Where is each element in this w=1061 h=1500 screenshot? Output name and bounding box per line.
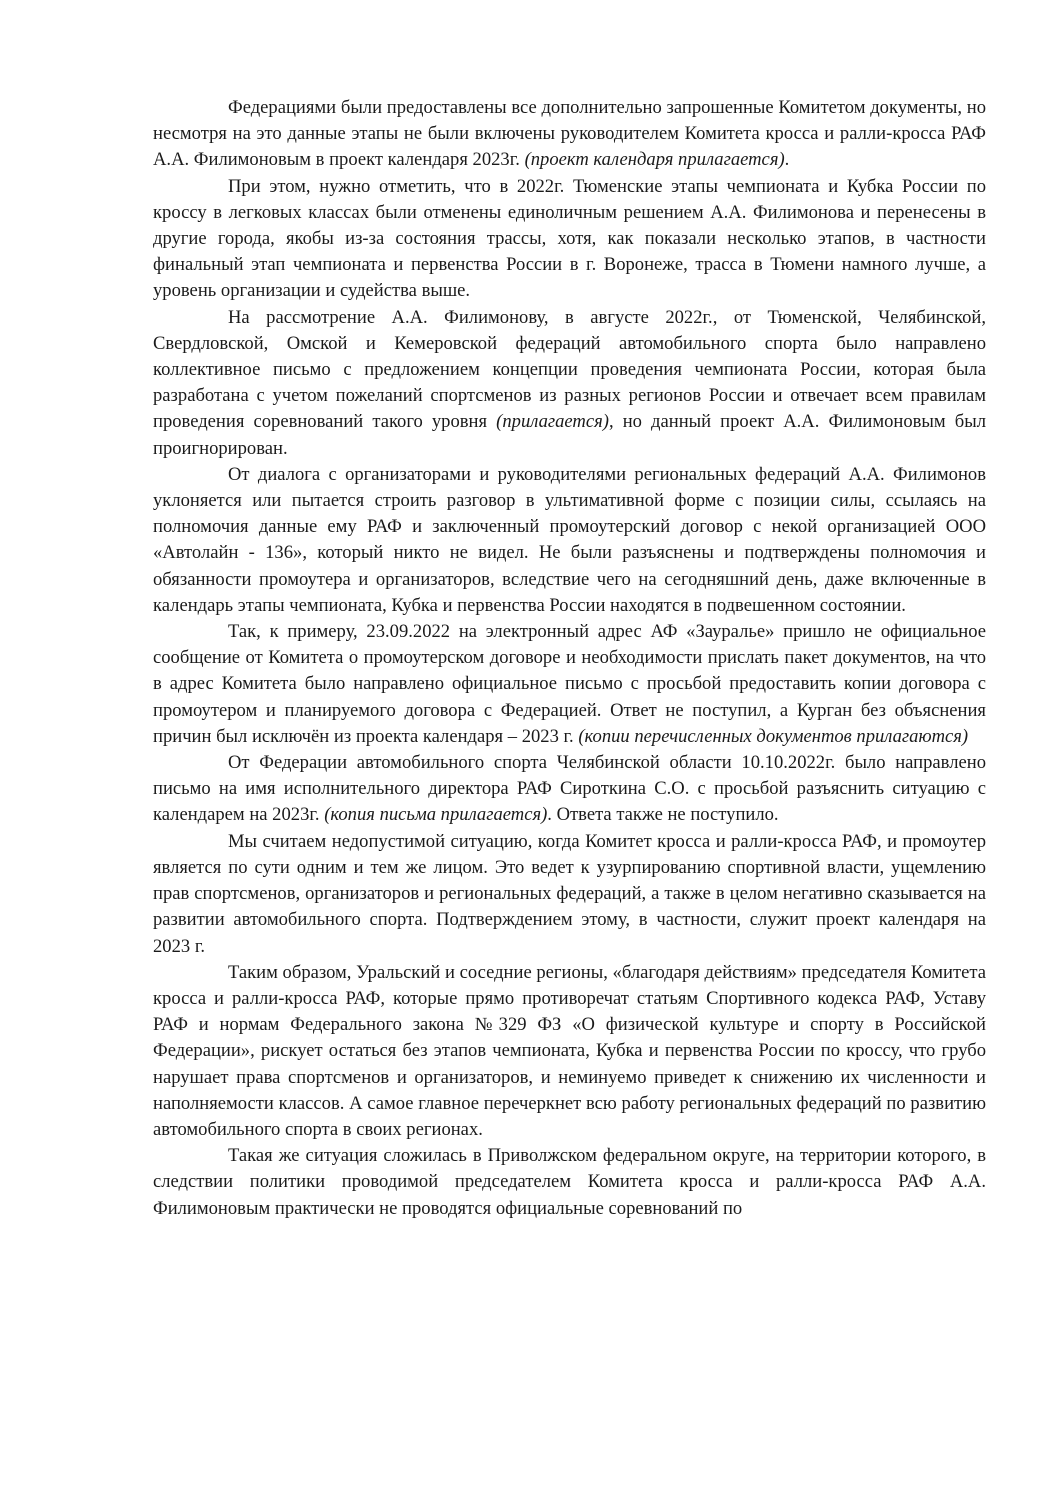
paragraph-4-text: От диалога с организаторами и руководителями региональных федераций А.А. Филимонов уклоняется или пытается строить разговор в ультимативной форме с позиции силы, ссылаясь на полномочия данные ему РАФ и заключенный промоутерский договор с некой организацией ООО «Автолайн - 136», который никто не видел. Не были разъяснены и подтверждены полномочия и обязанности промоутера и организаторов, вследствие чего на сегодняшний день, даже включенные в календарь этапы чемпионата, Кубка и первенства России находятся в подвешенном состоянии.: [153, 463, 986, 616]
paragraph-9-text: Такая же ситуация сложилась в Приволжском федеральном округе, на территории которого, в следствии политики проводимой председателем Комитета кросса и ралли-кросса РАФ А.А. Филимоновым практически не проводятся официальные соревнований по: [153, 1145, 986, 1219]
paragraph-1: [153, 95, 986, 174]
paragraph-6-text: От Федерации автомобильного спорта Челябинской области 10.10.2022г. было направлено письмо на имя исполнительного директора РАФ Сироткина С.О. с просьбой разъяснить ситуацию с календарем на 2023г.: [153, 752, 986, 826]
paragraph-3-tail: , но данный проект А.А. Филимоновым был проигнорирован.: [153, 411, 987, 459]
paragraph-3-text: На рассмотрение А.А. Филимонову, в августе 2022г., от Тюменской, Челябинской, Свердловской, Омской и Кемеровской федераций автомобильного спорта было направлено коллективное письмо с предложением концепции проведения чемпионата России, которая была разработана с учетом пожеланий спортсменов из разных регионов России и отвечает всем правилам проведения соревнований такого уровня: [153, 306, 986, 433]
paragraph-1-tail: .: [784, 149, 790, 171]
paragraph-7-text: Мы считаем недопустимой ситуацию, когда Комитет кросса и ралли-кросса РАФ, и промоутер является по сути одним и тем же лицом. Это ведет к узурпированию спортивной власти, ущемлению прав спортсменов, организаторов и региональных федераций, а также в целом негативно сказывается на развитии автомобильного спорта. Подтверждением этому, в частности, служит проект календаря на 2023 г.: [153, 830, 986, 957]
paragraph-6-tail: . Ответа также не поступило.: [547, 804, 779, 826]
paragraph-9: [153, 1143, 986, 1222]
paragraph-6-attachment-note: (копия письма прилагается): [324, 804, 548, 826]
paragraph-8: [153, 960, 986, 1143]
document-body: [153, 95, 986, 1222]
paragraph-1-attachment-note: (проект календаря прилагается): [524, 149, 785, 171]
paragraph-3-attachment-note: (прилагается): [496, 411, 609, 433]
paragraph-1-text: Федерациями были предоставлены все дополнительно запрошенные Комитетом документы, но несмотря на это данные этапы не были включены руководителем Комитета кросса и ралли-кросса РАФ А.А. Филимоновым в проект календаря 2023г.: [153, 97, 986, 171]
paragraph-5: [153, 619, 986, 750]
paragraph-5-attachment-note: (копии перечисленных документов прилагаются): [578, 725, 969, 747]
paragraph-6: [153, 750, 986, 829]
paragraph-2-text: При этом, нужно отметить, что в 2022г. Тюменские этапы чемпионата и Кубка России по кроссу в легковых классах были отменены единоличным решением А.А. Филимонова и перенесены в другие города, якобы из-за состояния трассы, хотя, как показали несколько этапов, в частности финальный этап чемпионата и первенства России в г. Воронеже, трасса в Тюмени намного лучше, а уровень организации и судейства выше.: [153, 175, 986, 302]
paragraph-4: [153, 462, 986, 619]
paragraph-3: [153, 305, 986, 462]
paragraph-2: [153, 174, 986, 305]
paragraph-8-text: Таким образом, Уральский и соседние регионы, «благодаря действиям» председателя Комитета кросса и ралли-кросса РАФ, которые прямо противоречат статьям Спортивного кодекса РАФ, Уставу РАФ и нормам Федерального закона №329 ФЗ «О физической культуре и спорту в Российской Федерации», рискует остаться без этапов чемпионата, Кубка и первенства России по кроссу, что грубо нарушает права спортсменов и организаторов, и неминуемо приведет к снижению их численности и наполняемости классов. А самое главное перечеркнет всю работу региональных федераций по развитию автомобильного спорта в своих регионах.: [153, 961, 986, 1140]
paragraph-7: [153, 829, 986, 960]
paragraph-5-text: Так, к примеру, 23.09.2022 на электронный адрес АФ «Зауралье» пришло не официальное сообщение от Комитета о промоутерском договоре и необходимости прислать пакет документов, на что в адрес Комитета было направлено официальное письмо с просьбой предоставить копии договора с промоутером и планируемого договора с Федерацией. Ответ не поступил, а Курган без объяснения причин был исключён из проекта календаря – 2023 г.: [153, 621, 986, 747]
